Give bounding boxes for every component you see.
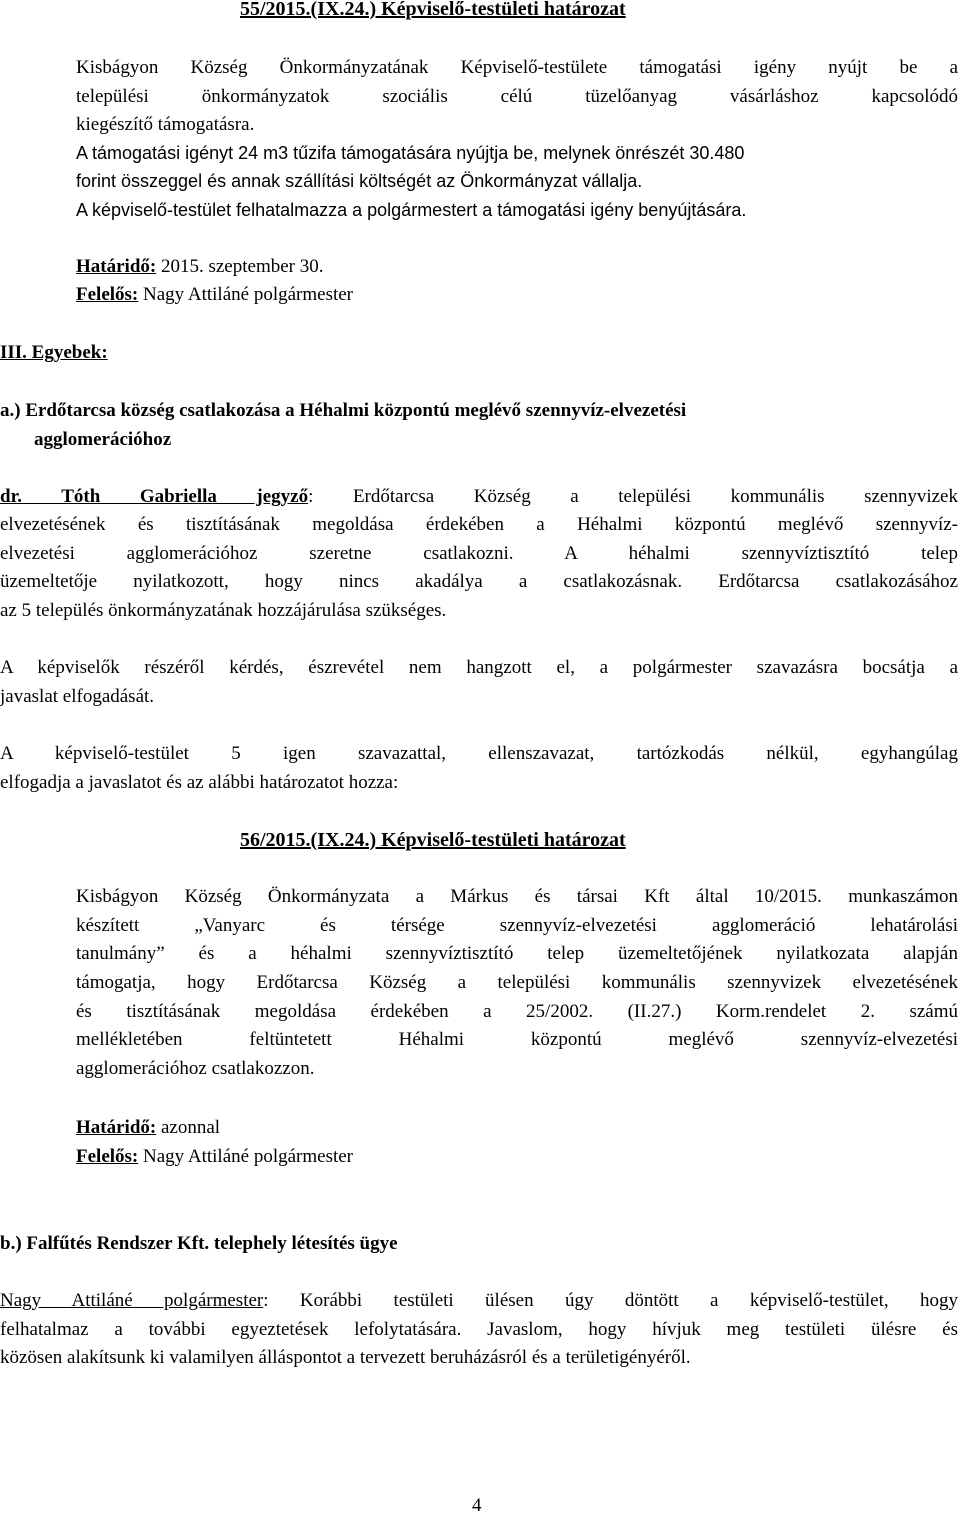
speaker-name: dr. Tóth Gabriella jegyző [0, 486, 309, 507]
res2-text-line: készített „Vanyarc és térsége szennyvíz-elvezetési agglomeráció lehatárolási [76, 915, 958, 936]
responsible-value: Nagy Attiláné polgármester [138, 1146, 354, 1167]
res1-text-line: települési önkormányzatok szociális célú tüzelőanyag vásárláshoz kapcsolódó [76, 86, 958, 107]
item-a-text-line: üzemeltetője nyilatkozott, hogy nincs akadálya a csatlakozásnak. Erdőtarcsa csatlakozásához [0, 571, 958, 592]
item-a-text-line: elvezetési agglomerációhoz szeretne csatlakozni. A héhalmi szennyvíztisztító telep [0, 543, 958, 564]
responsible-label: Felelős: [76, 1146, 139, 1167]
res1-responsible [76, 284, 353, 306]
deadline-label: Határidő: [76, 1117, 157, 1138]
item-b-text-line: felhatalmaz a további egyeztetések lefolytatására. Javaslom, hogy hívjuk meg testületi ülésre és [0, 1319, 958, 1340]
res1-sans-line: A támogatási igényt 24 m3 tűzifa támogatására nyújtja be, melynek önrészét 30.480 [76, 143, 745, 163]
res1-sans-line: A képviselő-testület felhatalmazza a polgármestert a támogatási igény benyújtására. [76, 200, 747, 220]
item-a-text-line: A képviselők részéről kérdés, észrevétel nem hangzott el, a polgármester szavazásra bocsátja a [0, 657, 958, 678]
deadline-label: Határidő: [76, 256, 157, 277]
item-b-text-line [0, 1290, 958, 1312]
item-a-text-line [0, 486, 958, 508]
speaker-colon: : [308, 486, 314, 507]
item-a-text-rest: Erdőtarcsa Község a települési kommunális szennyvizek [313, 486, 958, 507]
res1-text-line: Kisbágyon Község Önkormányzatának Képviselő-testülete támogatási igény nyújt be a [76, 57, 958, 78]
res1-sans-line: forint összeggel és annak szállítási költségét az Önkormányzat vállalja. [76, 171, 643, 191]
item-b-text-rest: Korábbi testületi ülésen úgy döntött a képviselő-testület, hogy [268, 1290, 958, 1311]
item-b-text-line: közösen alakítsunk ki valamilyen álláspontot a tervezett beruházásról és a területigényéről. [0, 1347, 691, 1368]
item-a-text-line: A képviselő-testület 5 igen szavazattal, ellenszavazat, tartózkodás nélkül, egyhangúlag [0, 743, 958, 764]
item-a-text-line: az 5 település önkormányzatának hozzájárulása szükséges. [0, 600, 447, 621]
item-a-text-line: javaslat elfogadását. [0, 686, 155, 707]
res2-text-line: és tisztításának megoldása érdekében a 25/2002. (II.27.) Korm.rendelet 2. számú [76, 1001, 958, 1022]
item-b-title: b.) Falfűtés Rendszer Kft. telephely létesítés ügye [0, 1233, 398, 1254]
res1-deadline [76, 256, 323, 278]
responsible-value: Nagy Attiláné polgármester [138, 284, 354, 305]
item-a-title-cont: agglomerációhoz [34, 429, 172, 450]
res2-text-line: tanulmány” és a héhalmi szennyvíztisztító telep üzemeltetőjének nyilatkozata alapján [76, 943, 958, 964]
deadline-value: 2015. szeptember 30. [156, 256, 324, 277]
deadline-value: azonnal [156, 1117, 221, 1138]
res2-text-line: támogatja, hogy Erdőtarcsa Község a települési kommunális szennyvizek elvezetésének [76, 972, 958, 993]
speaker-name: Nagy Attiláné polgármester [0, 1290, 264, 1311]
res2-text-line: agglomerációhoz csatlakozzon. [76, 1058, 315, 1079]
res2-responsible [76, 1146, 353, 1168]
res1-text-line: kiegészítő támogatásra. [76, 114, 255, 135]
item-a-text-line: elfogadja a javaslatot és az alábbi határozatot hozza: [0, 772, 399, 793]
res2-text-line: mellékletében feltüntetett Héhalmi központú meglévő szennyvíz-elvezetési [76, 1029, 958, 1050]
resolution-56-title: 56/2015.(IX.24.) Képviselő-testületi határozat [240, 829, 626, 851]
responsible-label: Felelős: [76, 284, 139, 305]
speaker-colon: : [263, 1290, 269, 1311]
section-heading: III. Egyebek: [0, 342, 108, 363]
item-a-title: a.) Erdőtarcsa község csatlakozása a Héhalmi központú meglévő szennyvíz-elvezetési [0, 400, 687, 421]
res2-deadline [76, 1117, 220, 1139]
res2-text-line: Kisbágyon Község Önkormányzata a Márkus és társai Kft által 10/2015. munkaszámon [76, 886, 958, 907]
page-number: 4 [472, 1495, 482, 1516]
resolution-55-title: 55/2015.(IX.24.) Képviselő-testületi határozat [240, 0, 626, 20]
item-a-text-line: elvezetésének és tisztításának megoldása érdekében a Héhalmi központú meglévő szennyvíz- [0, 514, 958, 535]
